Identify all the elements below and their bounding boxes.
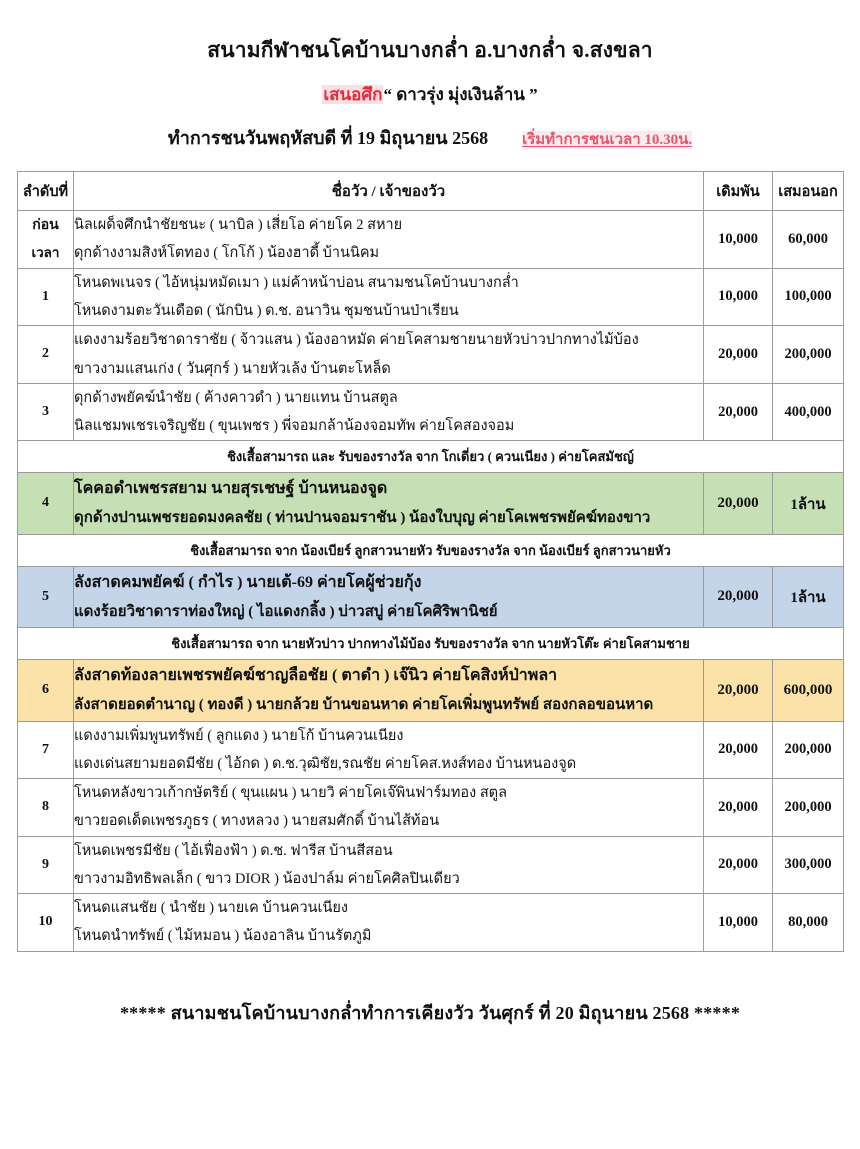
bull-entry-line-1: ลังสาดท้องลายเพชรพยัคฆ์ชาญลือชัย ( ตาดำ ) เจ๊นิว ค่ายโคสิงห์ป่าพลา [74,667,558,685]
bull-entry-line-2: ดุกด้างปานเพชรยอดมงคลชัย ( ท่านปานจอมราชัน ) น้องใบบุญ ค่ายโคเพชรพยัคฆ์ทองขาว [74,510,651,527]
match-date-line [0,128,860,150]
cell-outside-draw: 300,000 [773,836,844,894]
bull-entry-line-2: ขาวงามแสนเก่ง ( วันศุกร์ ) นายหัวเล้ง บ้านตะโหล็ด [74,360,391,377]
table-row [18,326,844,384]
bull-entry-line-1: แดงงามเพิ่มพูนทรัพย์ ( ลูกแดง ) นายโก้ บ้านควนเนียง [74,727,404,744]
cell-outside-draw: 1ล้าน [773,473,844,534]
bull-entry-line-1: โหนดพเนจร ( ไอ้หนุ่มหมัดเมา ) แม่ค้าหน้าบ่อน สนามชนโคบ้านบางกล่ำ [74,274,519,291]
document-header [0,0,860,149]
cell-order-no: ก่อน เวลา [18,211,74,269]
match-date: ทำการชนวันพฤหัสบดี ที่ 19 มิถุนายน 2568 [167,127,489,148]
table-row [18,894,844,952]
bull-entry-line-2: ขาวงามอิทธิพลเล็ก ( ขาว DIOR ) น้องปาล์ม ค่ายโคศิลปินเดียว [74,870,460,887]
cell-order-no-sub: เวลา [31,244,60,260]
table-row [18,211,844,269]
table-row [18,383,844,441]
cell-bet-amount: 20,000 [704,721,773,779]
cell-order-no: 5 [18,566,74,627]
table-row [18,721,844,779]
bull-entry-line-1: นิลเผด็จศึกนำชัยชนะ ( นาบิล ) เสี่ยโอ ค่ายโค 2 สหาย [74,217,403,234]
bull-entry-line-2: ขาวยอดเด็ดเพชรภูธร ( ทางหลวง ) นายสมศักดิ์ บ้านไส้ท้อน [74,813,440,830]
bull-entry-line-1: โหนดเพชรมีชัย ( ไอ้เฟื่องฟ้า ) ด.ช. ฟารีส บ้านสีสอน [74,842,393,859]
cell-order-no: 4 [18,473,74,534]
cell-bet-amount: 20,000 [704,836,773,894]
cell-outside-draw: 1ล้าน [773,566,844,627]
cell-outside-draw: 200,000 [773,326,844,384]
cell-outside-draw: 400,000 [773,383,844,441]
cell-order-no: 9 [18,836,74,894]
table-body [18,211,844,952]
schedule-table [17,171,844,952]
start-time: เริ่มทำการชนเวลา 10.30น. [522,131,693,148]
cell-bet-amount: 10,000 [704,268,773,326]
bull-entry-line-2: นิลแชมพเชรเจริญชัย ( ขุนเพชร ) พี่จอมกล้าน้องจอมทัพ ค่ายโคสองจอม [74,418,515,435]
cell-outside-draw: 100,000 [773,268,844,326]
award-note-text: ชิงเสื้อสามารถ จาก น้องเบียร์ ลูกสาวนายหัว รับของรางวัล จาก น้องเบียร์ ลูกสาวนายหัว [18,534,844,566]
offer-line [0,85,860,105]
cell-order-no: 6 [18,660,74,721]
cell-bet-amount: 20,000 [704,566,773,627]
cell-bull-names [74,383,704,441]
cell-bull-names [74,326,704,384]
column-header-name: ชื่อวัว / เจ้าของวัว [74,172,704,211]
schedule-table-container [17,171,843,952]
award-note-row [18,628,844,660]
column-header-no: ลำดับที่ [18,172,74,211]
cell-bet-amount: 20,000 [704,326,773,384]
cell-bet-amount: 10,000 [704,211,773,269]
column-header-bet: เดิมพัน [704,172,773,211]
bull-entry-line-2: ลังสาดยอดตำนาญ ( ทองดี ) นายกล้วย บ้านขอนหาด ค่ายโคเพิ่มพูนทรัพย์ สองกลอขอนหาด [74,697,654,714]
bull-entry-line-2: แดงร้อยวิชาดาราท่องใหญ่ ( ไอแดงกลิ้ง ) บ่าวสบู่ ค่ายโคศิริพานิชย์ [74,603,498,620]
table-row [18,268,844,326]
bull-entry-line-2: แดงเด่นสยามยอดมีชัย ( ไอ้กด ) ด.ช.วุฒิชัย,รณชัย ค่ายโคส.หงส์ทอง บ้านหนองจูด [74,755,577,772]
bull-entry-line-2: โหนดนำทรัพย์ ( ไม้หมอน ) น้องอาลิน บ้านรัตภูมิ [74,928,372,945]
table-header-row [18,172,844,211]
cell-bull-names [74,660,704,721]
award-note-text: ชิงเสื้อสามารถ และ รับของรางวัล จาก โกเดี่ยว ( ควนเนียง ) ค่ายโคสมัชญ์ [18,441,844,473]
award-note-row [18,534,844,566]
bull-entry-line-1: แดงงามร้อยวิชาดาราชัย ( จ้าวแสน ) น้องอาหมัด ค่ายโคสามชายนายหัวบ่าวปากทางไม้บ้อง [74,332,639,349]
cell-order-no: 10 [18,894,74,952]
cell-bet-amount: 10,000 [704,894,773,952]
bull-entry-line-1: โหนดหลังขาวเก้ากษัตริย์ ( ขุนแผน ) นายวิ ค่ายโคเจ๊พินฟาร์มทอง สตูล [74,785,507,802]
offer-quote: “ ดาวรุ่ง มุ่งเงินล้าน ” [383,85,538,105]
bull-entry-line-2: โหนดงามตะวันเดือด ( นักบิน ) ด.ช. อนาวิน ชุมชนบ้านป่าเรียน [74,302,459,319]
cell-bet-amount: 20,000 [704,779,773,837]
venue-title: สนามกีฬาชนโคบ้านบางกล่ำ อ.บางกล่ำ จ.สงขลา [207,38,653,62]
cell-order-no: 8 [18,779,74,837]
cell-bet-amount: 20,000 [704,383,773,441]
cell-outside-draw: 80,000 [773,894,844,952]
cell-bet-amount: 20,000 [704,660,773,721]
table-row [18,779,844,837]
column-header-out: เสมอนอก [773,172,844,211]
cell-bull-names [74,566,704,627]
cell-order-no: 3 [18,383,74,441]
offer-label: เสนอศึก [323,85,383,105]
bull-entry-line-1: ลังสาดคมพยัคฆ์ ( กำไร ) นายเต้-69 ค่ายโคผู้ช่วยกุ้ง [74,573,422,591]
table-row [18,836,844,894]
cell-bull-names [74,779,704,837]
cell-outside-draw: 600,000 [773,660,844,721]
cell-bull-names [74,894,704,952]
cell-outside-draw: 200,000 [773,779,844,837]
table-row [18,566,844,627]
cell-outside-draw: 200,000 [773,721,844,779]
bull-entry-line-1: โคคอดำเพชรสยาม นายสุรเชษฐ์ บ้านหนองจูด [74,480,388,498]
bull-entry-line-1: โหนดแสนชัย ( นำชัย ) นายเค บ้านควนเนียง [74,900,348,917]
cell-bull-names [74,268,704,326]
cell-order-no: 7 [18,721,74,779]
table-row [18,660,844,721]
cell-bull-names [74,836,704,894]
cell-bull-names [74,211,704,269]
cell-outside-draw: 60,000 [773,211,844,269]
table-header [18,172,844,211]
cell-bull-names [74,721,704,779]
footer-note: ***** สนามชนโคบ้านบางกล่ำทำการเคียงวัว วันศุกร์ ที่ 20 มิถุนายน 2568 ***** [119,1002,741,1023]
cell-order-no: 2 [18,326,74,384]
cell-order-no: 1 [18,268,74,326]
bull-entry-line-2: ดุกด้างงามสิงห์โตทอง ( โกโก้ ) น้องฮาดี้ บ้านนิคม [74,245,380,262]
table-row [18,473,844,534]
bull-entry-line-1: ดุกด้างพยัคฆ์นำชัย ( ค้างคาวดำ ) นายแทน บ้านสตูล [74,389,398,406]
cell-bet-amount: 20,000 [704,473,773,534]
cell-bull-names [74,473,704,534]
award-note-text: ชิงเสื้อสามารถ จาก นายหัวบ่าว ปากทางไม้บ้อง รับของรางวัล จาก นายหัวโต๊ะ ค่ายโคสามชาย [18,628,844,660]
award-note-row [18,441,844,473]
